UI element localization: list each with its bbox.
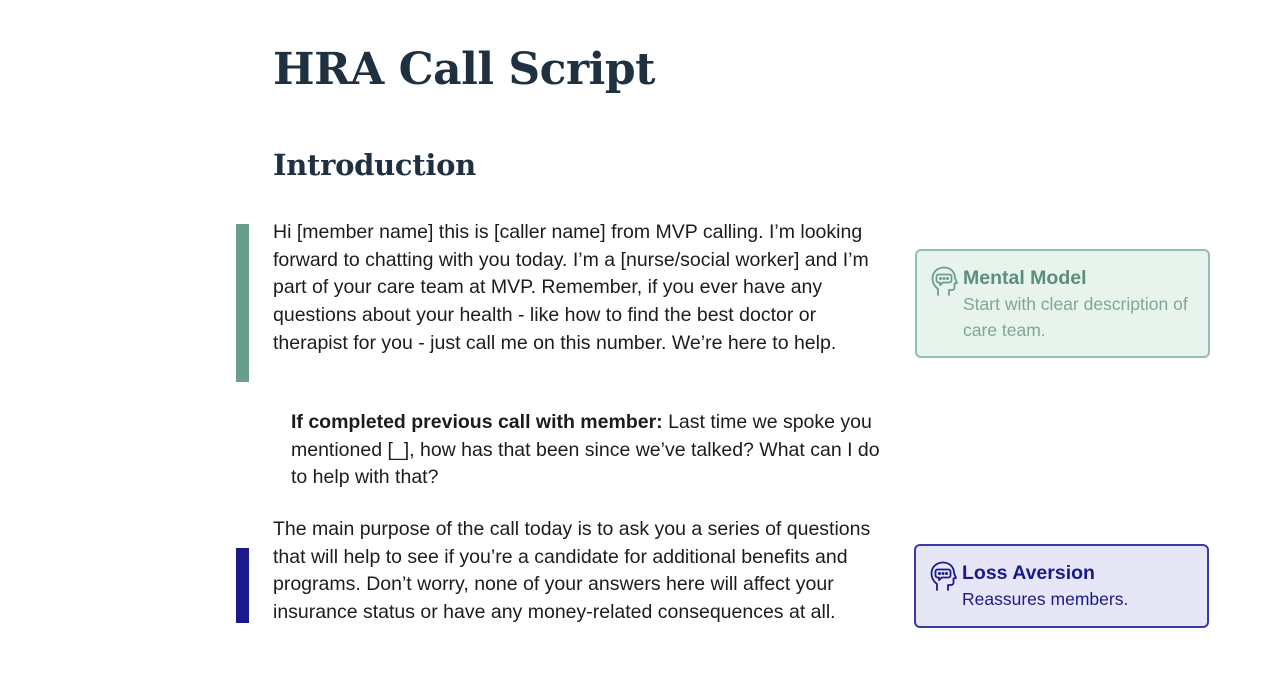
loss-aversion-marker-bar <box>236 548 249 623</box>
loss-aversion-description: Reassures members. <box>962 589 1129 609</box>
mental-model-callout <box>915 249 1210 358</box>
followup-paragraph <box>291 409 891 492</box>
section-heading-introduction: Introduction <box>273 148 476 182</box>
mental-model-marker-bar <box>236 224 249 382</box>
intro-paragraph: Hi [member name] this is [caller name] from MVP calling. I’m looking forward to chatting with you today. I’m a [nurse/social worker] and I’m part of your care team at MVP. Remember, if you ever have any questions about your health - like how to find the best doctor or therapist for you - just call me on this number. We’re here to help. <box>273 221 869 354</box>
followup-condition: If completed previous call with member: <box>291 411 663 433</box>
purpose-paragraph: The main purpose of the call today is to ask you a series of questions that will help to see if you’re a candidate for additional benefits and programs. Don’t worry, none of your answers here will affect your insurance status or have any money-related consequences at all. <box>273 518 871 624</box>
head-speech-icon <box>929 265 959 297</box>
mental-model-description: Start with clear description of care team. <box>963 294 1188 340</box>
loss-aversion-title: Loss Aversion <box>962 562 1095 584</box>
followup-text: Last time we spoke you mentioned [_], how has that been since we’ve talked? What can I do to help with that? <box>291 411 880 489</box>
loss-aversion-callout <box>914 544 1209 628</box>
mental-model-title: Mental Model <box>963 267 1087 289</box>
head-speech-icon <box>928 560 958 592</box>
document-title: HRA Call Script <box>273 44 655 95</box>
